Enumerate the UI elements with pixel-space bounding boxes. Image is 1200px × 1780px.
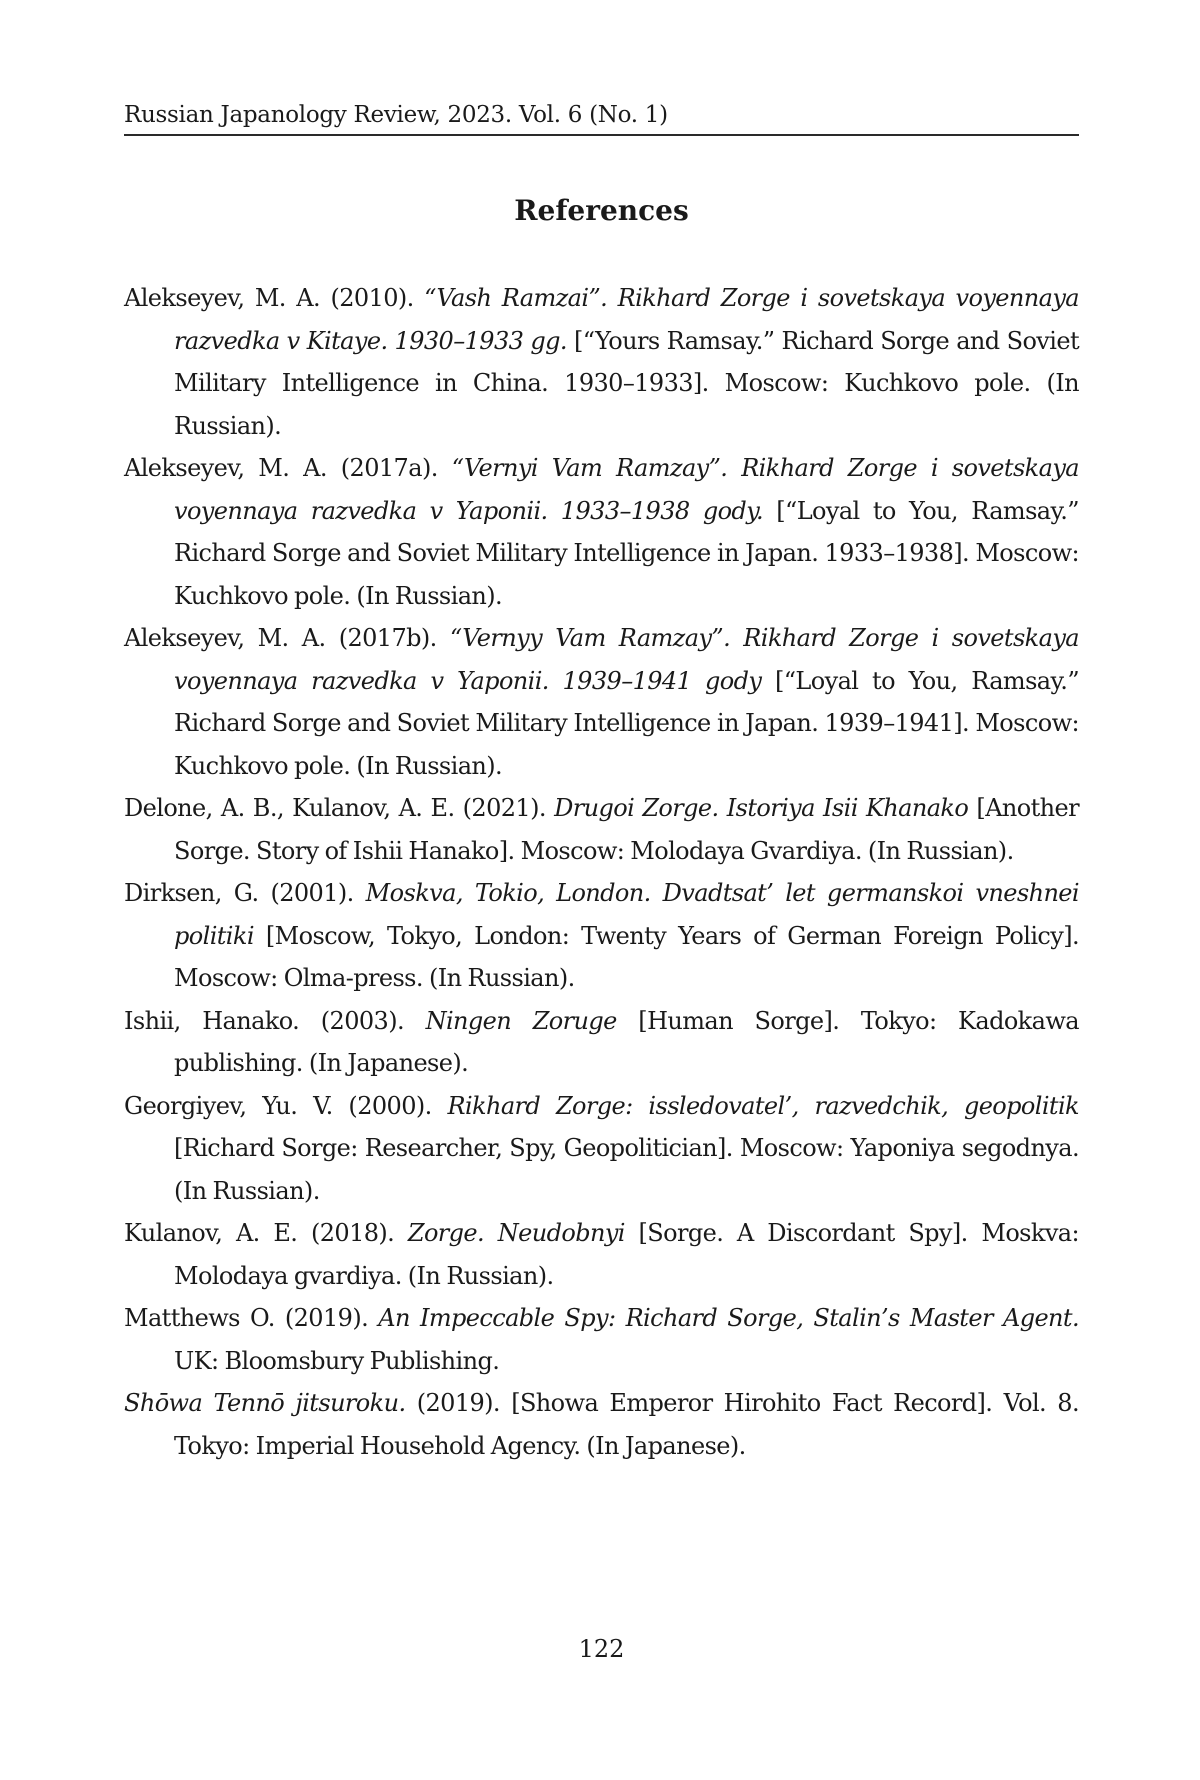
reference-entry xyxy=(124,872,1079,1000)
reference-rest: (2019). [Showa Emperor Hirohito Fact Record]. Vol. 8. Tokyo: Imperial Household Agency. (In Japanese). xyxy=(174,1389,1079,1460)
reference-rest: [Human Sorge]. Tokyo: Kadokawa publishing. (In Japanese). xyxy=(174,1006,1079,1077)
reference-entry xyxy=(124,787,1079,872)
reference-entry xyxy=(124,617,1079,787)
reference-title: Shōwa Tennō jitsuroku. xyxy=(124,1389,406,1417)
reference-rest: [Moscow, Tokyo, London: Twenty Years of German Foreign Policy]. Moscow: Olma-press. (In Russian). xyxy=(174,921,1079,992)
reference-list xyxy=(124,277,1079,1467)
section-heading: References xyxy=(514,194,689,227)
reference-lead: Georgiyev, Yu. V. (2000). xyxy=(124,1091,448,1120)
reference-title: Zorge. Neudobnyi xyxy=(407,1219,625,1247)
reference-lead: Dirksen, G. (2001). xyxy=(124,879,366,907)
reference-entry xyxy=(124,1000,1079,1085)
reference-title: Ningen Zoruge xyxy=(425,1006,617,1035)
page-number: 122 xyxy=(578,1635,625,1663)
reference-lead: Alekseyev, M. A. (2017a). xyxy=(124,454,452,482)
reference-entry xyxy=(124,1085,1079,1213)
running-head: Russian Japanology Review, 2023. Vol. 6 (No. 1) xyxy=(124,98,1079,136)
reference-entry xyxy=(124,447,1079,617)
reference-entry xyxy=(124,1212,1079,1297)
reference-title: Drugoi Zorge. Istoriya Isii Khanako xyxy=(554,794,969,822)
reference-entry xyxy=(124,1382,1079,1467)
reference-title: “Vernyi Vam Ramzay”. Rikhard Zorge i sovetskaya voyennaya razvedka v Yaponii. 1933–1938 gody. xyxy=(174,454,1079,525)
reference-lead: Alekseyev, M. A. (2010). xyxy=(124,284,425,312)
reference-rest: [“Loyal to You, Ramsay.” Richard Sorge and Soviet Military Intelligence in Japan. 1933–1938]. Moscow: Kuchkovo pole. (In Russian). xyxy=(174,496,1079,610)
reference-rest: [Sorge. A Discordant Spy]. Moskva: Molodaya gvardiya. (In Russian). xyxy=(174,1219,1079,1290)
reference-title: Rikhard Zorge: issledovatel’, razvedchik, geopolitik xyxy=(447,1091,1079,1120)
reference-lead: Delone, A. B., Kulanov, A. E. (2021). xyxy=(124,794,555,822)
reference-lead: Matthews O. (2019). xyxy=(124,1304,379,1332)
reference-rest: UK: Bloomsbury Publishing. xyxy=(174,1346,500,1375)
reference-title: An Impeccable Spy: Richard Sorge, Stalin’s Master Agent. xyxy=(378,1304,1079,1332)
reference-rest: [“Loyal to You, Ramsay.” Richard Sorge and Soviet Military Intelligence in Japan. 1939–1941]. Moscow: Kuchkovo pole. (In Russian). xyxy=(174,666,1079,780)
reference-entry xyxy=(124,1297,1079,1382)
reference-lead: Alekseyev, M. A. (2017b). xyxy=(124,624,450,652)
reference-lead: Kulanov, A. E. (2018). xyxy=(124,1219,408,1247)
reference-entry xyxy=(124,277,1079,447)
reference-title: Moskva, Tokio, London. Dvadtsat’ let germanskoi vneshnei politiki xyxy=(174,879,1079,950)
reference-rest: [Another Sorge. Story of Ishii Hanako]. Moscow: Molodaya Gvardiya. (In Russian). xyxy=(174,794,1080,865)
reference-lead: Ishii, Hanako. (2003). xyxy=(124,1006,426,1035)
reference-title: “Vernyy Vam Ramzay”. Rikhard Zorge i sovetskaya voyennaya razvedka v Yaponii. 1939–1941 gody xyxy=(174,624,1079,695)
reference-rest: [“Yours Ramsay.” Richard Sorge and Soviet Military Intelligence in China. 1930–1933]. Moscow: Kuchkovo pole. (In Russian). xyxy=(174,326,1079,440)
reference-rest: [Richard Sorge: Researcher, Spy, Geopolitician]. Moscow: Yaponiya segodnya. (In Russian). xyxy=(174,1134,1079,1205)
reference-title: “Vash Ramzai”. Rikhard Zorge i sovetskaya voyennaya razvedka v Kitaye. 1930–1933 gg. xyxy=(174,284,1079,355)
